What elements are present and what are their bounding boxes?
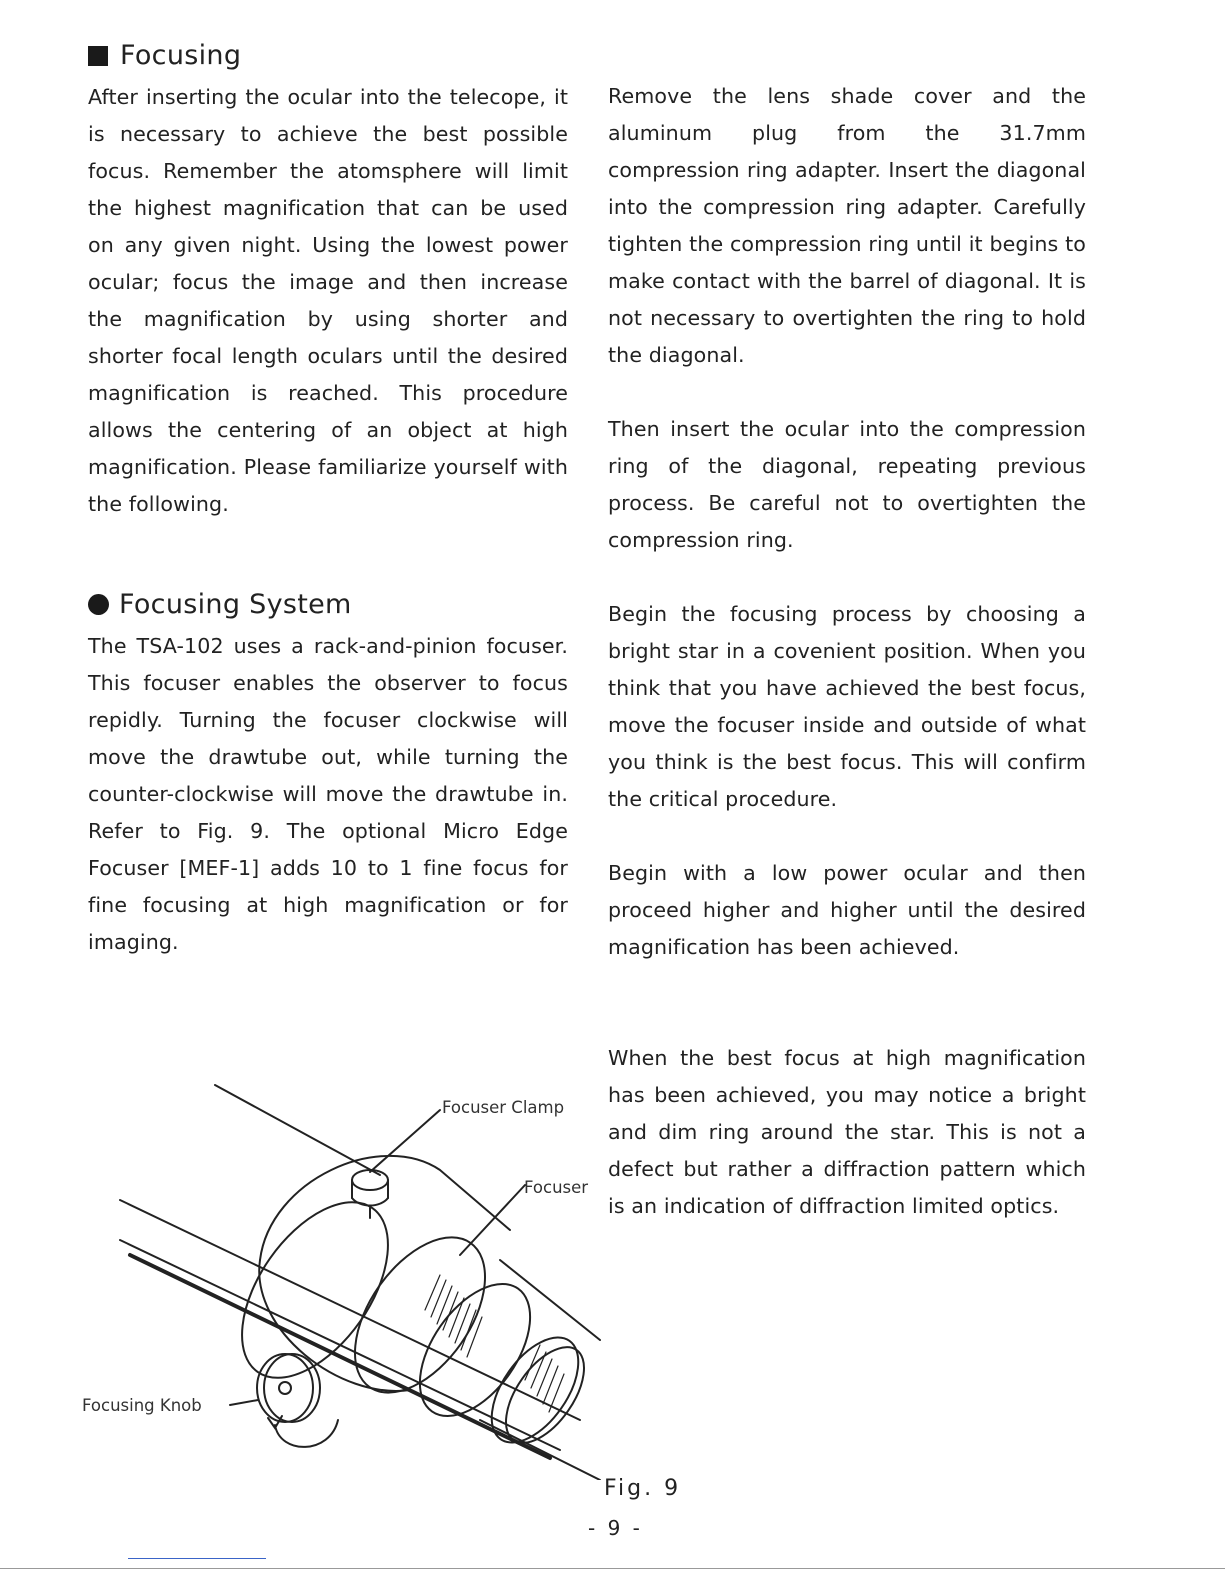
paragraph-diffraction: When the best focus at high magnification has been achieved, you may notice a bright and dim ring around the star. This is not a defect but rather a diffraction pattern which is an indication of diffraction limited optics. <box>608 1046 1086 1218</box>
focuser-illustration <box>80 1060 620 1480</box>
focusing-knob-label: Focusing Knob <box>82 1396 202 1415</box>
paragraph-ocular: Then insert the ocular into the compression ring of the diagonal, repeating previous process. Be careful not to overtighten the compression ring. <box>608 417 1086 552</box>
figure-caption: Fig. 9 <box>604 1476 682 1501</box>
footer-divider <box>0 1568 1225 1569</box>
left-column <box>88 40 568 961</box>
section-heading-text: Focusing <box>120 40 242 71</box>
paragraph-focus-process: Begin the focusing process by choosing a bright star in a covenient position. When you think that you have achieved the best focus, move the focuser inside and outside of what you think is the best focus. This will confirm the critical procedure. <box>608 602 1086 811</box>
intro-paragraph: After inserting the ocular into the telecope, it is necessary to achieve the best possible focus. Remember the atomsphere will limit the highest magnification that can be used on any given night. Using the lowest power ocular; focus the image and then increase the magnification by using shorter and shorter focal length oculars until the desired magnification is reached. This procedure allows the centering of an object at high magnification. Please familiarize yourself with the following. <box>88 85 568 516</box>
round-bullet-icon <box>88 594 109 615</box>
focuser-clamp-label: Focuser Clamp <box>442 1098 565 1117</box>
subsection-heading-text: Focusing System <box>119 589 352 620</box>
subsection-heading <box>88 589 568 620</box>
paragraph-low-power: Begin with a low power ocular and then proceed higher and higher until the desired magnification has been achieved. <box>608 861 1086 959</box>
right-column <box>608 78 1086 1225</box>
footer-underline <box>128 1558 266 1559</box>
section-heading <box>88 40 568 71</box>
focuser-label: Focuser <box>524 1178 589 1197</box>
focusing-system-paragraph: The TSA-102 uses a rack-and-pinion focuser. This focuser enables the observer to focus repidly. Turning the focuser clockwise will move the drawtube out, while turning the counter-clockwise will move the drawtube in. Refer to Fig. 9. The optional Micro Edge Focuser [MEF-1] adds 10 to 1 fine focus for fine focusing at high magnification or for imaging. <box>88 634 568 954</box>
paragraph-diagonal: Remove the lens shade cover and the aluminum plug from the 31.7mm compression ring adapter. Insert the diagonal into the compression ring adapter. Carefully tighten the compression ring until it begins to make contact with the barrel of diagonal. It is not necessary to overtighten the ring to hold the diagonal. <box>608 84 1086 367</box>
square-bullet-icon <box>88 46 108 66</box>
telescope-focuser-drawing <box>80 1060 620 1480</box>
page-number: - 9 - <box>588 1516 643 1540</box>
